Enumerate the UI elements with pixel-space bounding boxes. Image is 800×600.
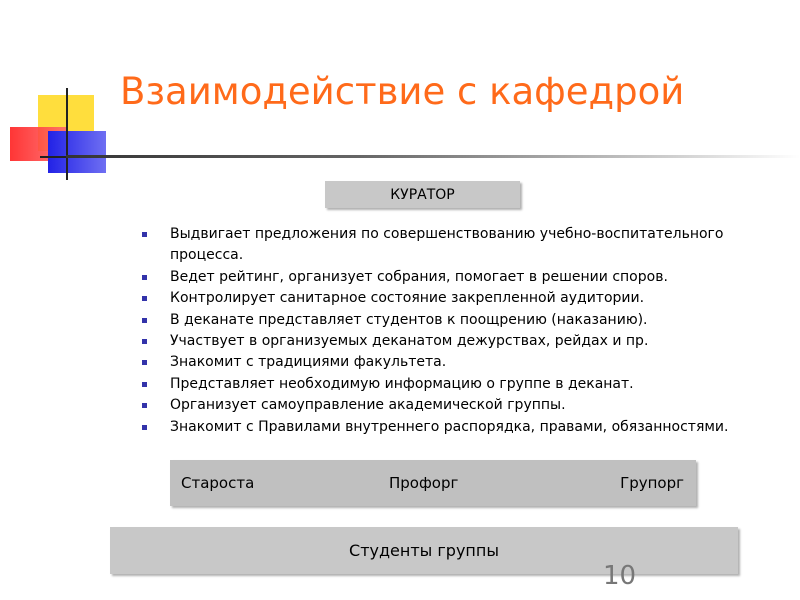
list-item (140, 352, 800, 373)
duties-list (140, 224, 800, 438)
list-item (140, 224, 800, 267)
duty-text: Представляет необходимую информацию о группе в деканат. (170, 375, 634, 392)
bullet-square-icon (142, 318, 147, 323)
duty-text: Участвует в организуемых деканатом дежурствах, рейдах и пр. (170, 333, 649, 350)
decorative-logo (0, 0, 120, 190)
bullet-square-icon (142, 403, 147, 408)
blue-square (48, 131, 106, 173)
duty-text: Знакомит с традициями факультета. (170, 354, 447, 371)
duty-text: В деканате представляет студентов к поощрению (наказанию). (170, 311, 648, 328)
duty-text: Ведет рейтинг, организует собрания, помогает в решении споров. (170, 268, 668, 285)
role-grouporg: Групорг (620, 474, 684, 492)
list-item (140, 331, 800, 352)
duty-text: Организует самоуправление академической группы. (170, 397, 566, 414)
list-item (140, 288, 800, 309)
vertical-line (66, 88, 68, 180)
bullet-square-icon (142, 232, 147, 237)
students-box (110, 527, 738, 574)
bullet-square-icon (142, 382, 147, 387)
duty-text: Выдвигает предложения по совершенствованию учебно-воспитательного процесса. (170, 226, 724, 264)
page-number: 10 (603, 561, 637, 591)
bullet-square-icon (142, 425, 147, 430)
list-item (140, 267, 800, 288)
list-item (140, 417, 800, 438)
bullet-square-icon (142, 296, 147, 301)
role-starosta: Староста (181, 474, 255, 492)
bullet-square-icon (142, 275, 147, 280)
curator-label: КУРАТОР (390, 186, 455, 203)
bullet-square-icon (142, 339, 147, 344)
list-item (140, 374, 800, 395)
curator-box (325, 181, 520, 208)
list-item (140, 395, 800, 416)
role-proforg: Профорг (389, 474, 459, 492)
list-item (140, 310, 800, 331)
duty-text: Знакомит с Правилами внутреннего распорядка, правами, обязанностями. (170, 418, 729, 435)
bullet-square-icon (142, 360, 147, 365)
duty-text: Контролирует санитарное состояние закрепленной аудитории. (170, 290, 645, 307)
students-label: Студенты группы (349, 541, 499, 560)
roles-box (170, 460, 696, 506)
slide-title: Взаимодействие с кафедрой (120, 70, 685, 113)
title-underline (66, 155, 800, 158)
